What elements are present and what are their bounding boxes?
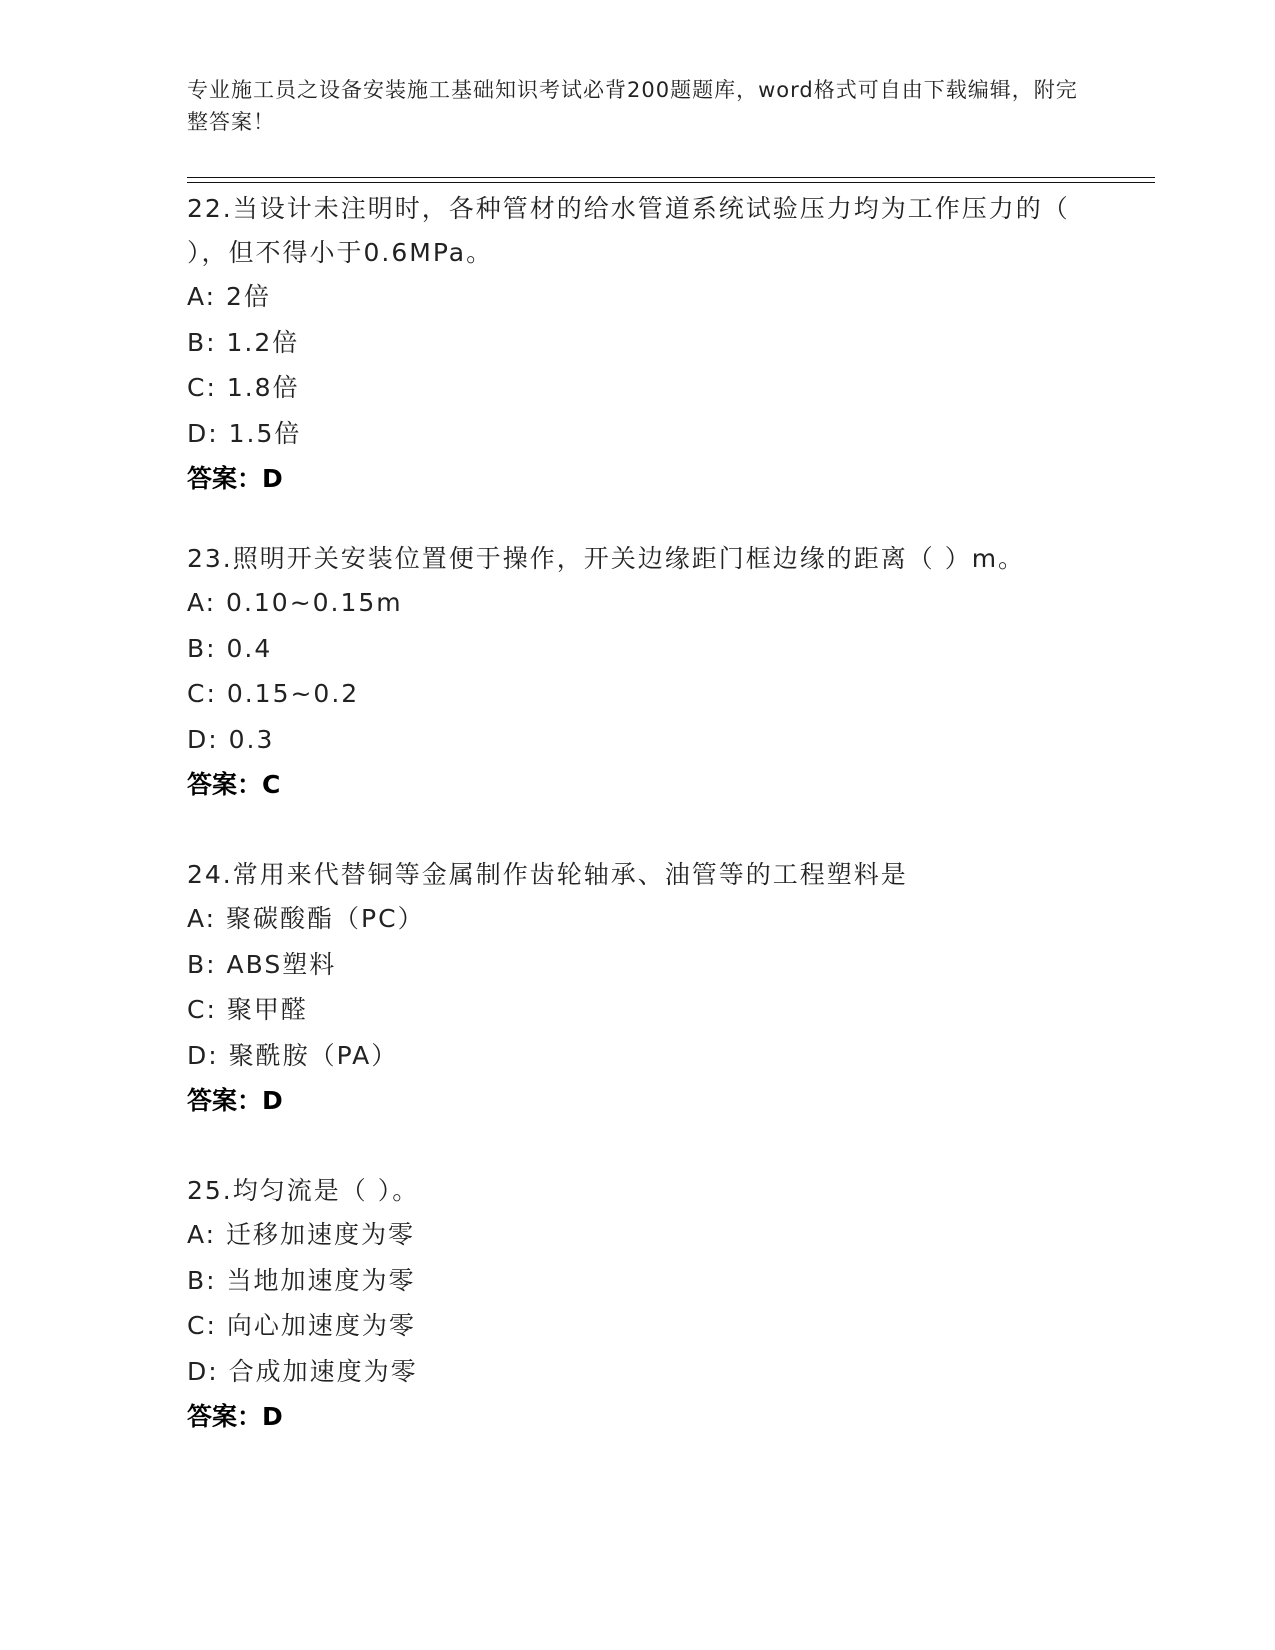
answer-value: D xyxy=(262,1402,283,1431)
question-stem: 25.均匀流是（ ）。 xyxy=(187,1176,420,1205)
header-divider-bottom xyxy=(187,182,1155,183)
question-stem: 24.常用来代替铜等金属制作齿轮轴承、油管等的工程塑料是 xyxy=(187,860,908,889)
answer-value: D xyxy=(262,1086,283,1115)
option-d: D: 合成加速度为零 xyxy=(187,1356,418,1386)
option-c: C: 向心加速度为零 xyxy=(187,1311,416,1340)
option-a: A: 2倍 xyxy=(187,282,271,311)
question-25 xyxy=(187,1169,1117,1440)
option-b: B: 1.2倍 xyxy=(187,327,300,357)
page-header: 专业施工员之设备安装施工基础知识考试必背200题题库，word格式可自由下载编辑，附完整答案！ xyxy=(187,78,1078,134)
answer-label: 答案： xyxy=(187,1402,263,1431)
header-divider-top xyxy=(187,177,1155,178)
answer-label: 答案： xyxy=(187,1086,263,1115)
option-b: B: ABS塑料 xyxy=(187,949,337,979)
question-23 xyxy=(187,537,1117,808)
option-c: C: 聚甲醛 xyxy=(187,995,308,1024)
answer-label: 答案： xyxy=(187,464,263,493)
answer-value: D xyxy=(262,464,283,493)
option-d: D: 0.3 xyxy=(187,724,275,754)
option-c: C: 1.8倍 xyxy=(187,373,300,402)
option-d: D: 聚酰胺（PA） xyxy=(187,1040,399,1070)
answer-value: C xyxy=(262,770,281,799)
question-stem: 23.照明开关安装位置便于操作，开关边缘距门框边缘的距离（ ）m。 xyxy=(187,544,1026,573)
option-a: A: 聚碳酸酯（PC） xyxy=(187,904,425,933)
answer-line xyxy=(187,1395,1117,1440)
answer-line xyxy=(187,763,1117,808)
question-stem: 22.当设计未注明时，各种管材的给水管道系统试验压力均为工作压力的（ ），但不得小于0.6MPa。 xyxy=(187,194,1070,267)
option-a: A: 迁移加速度为零 xyxy=(187,1220,416,1249)
question-24 xyxy=(187,853,1117,1124)
option-b: B: 当地加速度为零 xyxy=(187,1265,416,1295)
option-d: D: 1.5倍 xyxy=(187,418,302,448)
option-c: C: 0.15~0.2 xyxy=(187,679,360,708)
answer-label: 答案： xyxy=(187,770,263,799)
answer-line xyxy=(187,1079,1117,1124)
question-22 xyxy=(187,187,1117,502)
option-a: A: 0.10~0.15m xyxy=(187,588,403,617)
answer-line xyxy=(187,457,1117,502)
option-b: B: 0.4 xyxy=(187,633,273,663)
